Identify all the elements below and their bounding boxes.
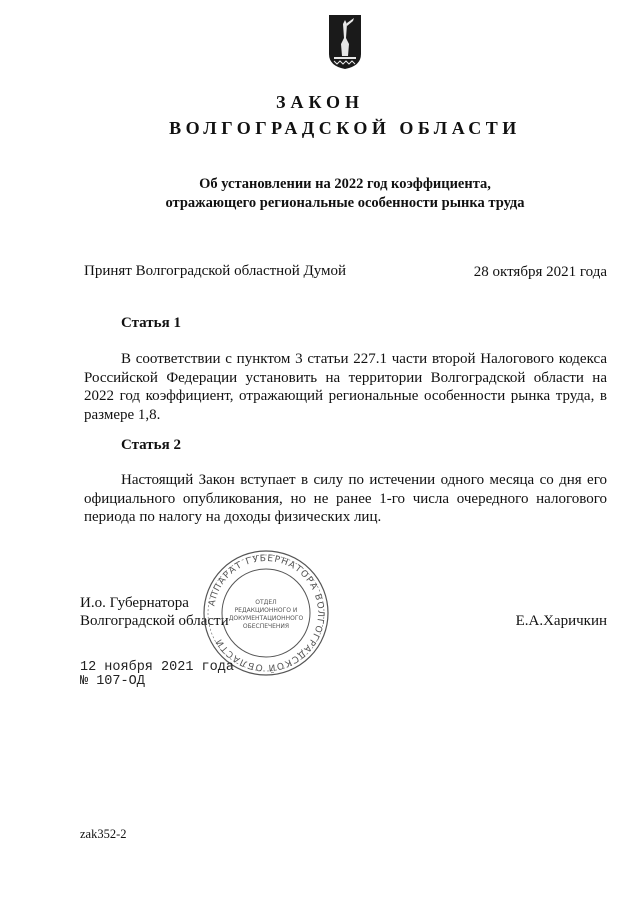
adoption-date: 28 октября 2021 года xyxy=(473,264,607,280)
article-2-title: Статья 2 xyxy=(121,437,181,453)
signatory-position-line-1: И.о. Губернатора xyxy=(80,595,189,611)
adopted-by: Принят Волгоградской областной Думой xyxy=(84,263,347,279)
document-code: zak352-2 xyxy=(80,827,127,841)
official-stamp-icon xyxy=(201,548,331,678)
issuing-region-title: ВОЛГОГРАДСКОЙ ОБЛАСТИ xyxy=(169,118,521,138)
registration-date: 12 ноября 2021 года xyxy=(80,660,234,675)
registration-block xyxy=(80,661,234,689)
article-1-title: Статья 1 xyxy=(121,315,181,331)
article-2-text: Настоящий Закон вступает в силу по истечении одного месяца со дня его официального опубликования, но не ранее 1-го числа очередного налогового периода по налогу на доходы физических лиц. xyxy=(84,472,607,525)
registration-number: № 107-ОД xyxy=(80,674,145,689)
law-subject xyxy=(0,175,640,213)
svg-text:ОТДЕЛ: ОТДЕЛ xyxy=(255,599,277,606)
svg-text:ОБЕСПЕЧЕНИЯ: ОБЕСПЕЧЕНИЯ xyxy=(242,623,290,630)
law-subject-line-2: отражающего региональные особенности рынка труда xyxy=(165,195,525,211)
document-type-title: ЗАКОН xyxy=(275,92,365,112)
signatory-position-line-2: Волгоградской области xyxy=(80,613,229,629)
law-subject-line-1: Об установлении на 2022 год коэффициента, xyxy=(199,176,491,192)
article-1-text: В соответствии с пунктом 3 статьи 227.1 части второй Налогового кодекса Российской Федерации установить на территории Волгоградской области на 2022 год коэффициент, отражающий региональные особенности рынка труда, в размере 1,8. xyxy=(84,351,607,423)
svg-text:АППАРАТ ГУБЕРНАТОРА ВОЛГОГРАДС: АППАРАТ ГУБЕРНАТОРА ВОЛГОГРАДСКОЙ ОБЛАСТИ xyxy=(207,553,326,673)
signatory-name: Е.А.Харичкин xyxy=(515,613,607,629)
coat-of-arms-icon xyxy=(328,14,362,70)
svg-text:ДОКУМЕНТАЦИОННОГО: ДОКУМЕНТАЦИОННОГО xyxy=(228,615,304,622)
svg-text:РЕДАКЦИОННОГО И: РЕДАКЦИОННОГО И xyxy=(234,607,298,614)
